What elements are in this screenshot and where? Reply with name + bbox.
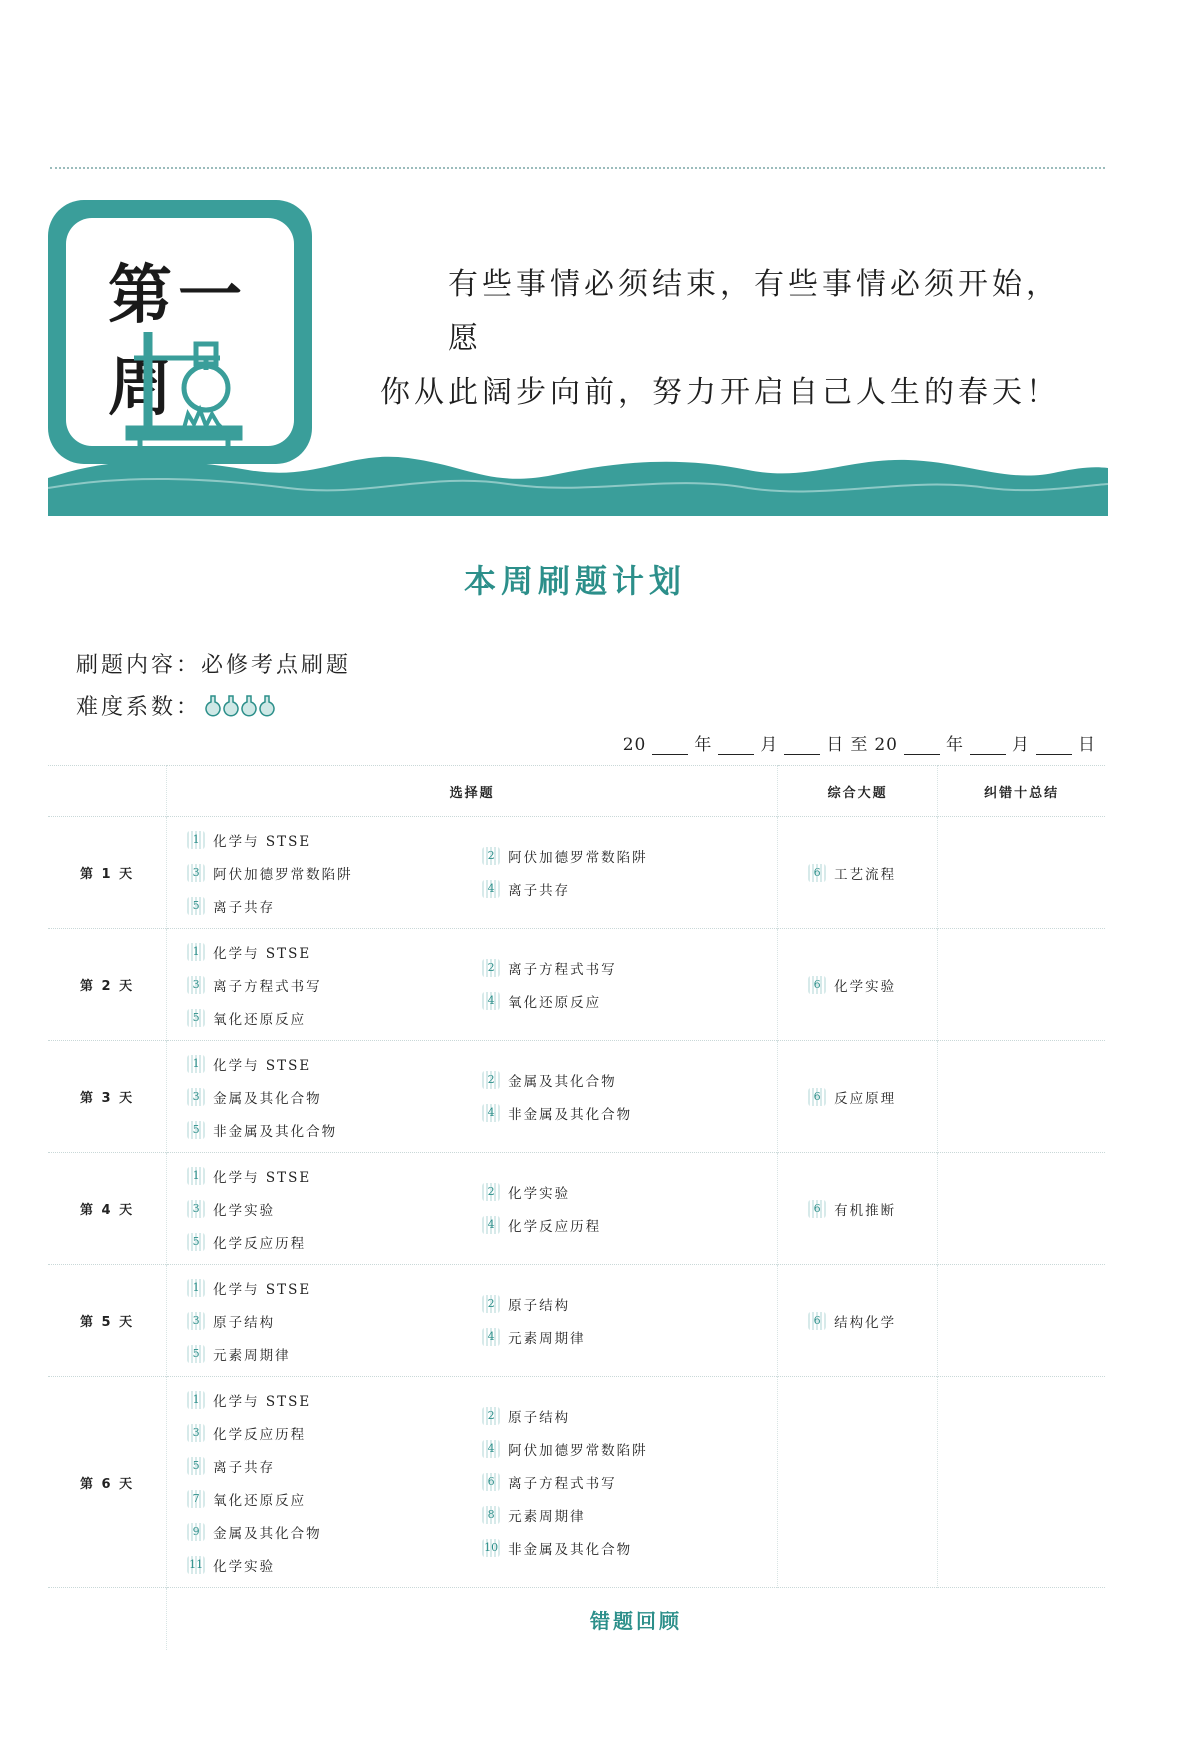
day-row — [48, 929, 1105, 1041]
date-prefix-start: 20 — [622, 735, 647, 755]
choice-item — [187, 1225, 482, 1258]
year-label: 年 — [694, 735, 713, 755]
question-topic: 氧化还原反应 — [213, 1492, 307, 1509]
choice-item — [482, 1209, 777, 1242]
choice-col-right-inner — [482, 1288, 777, 1354]
question-number: 8 — [482, 1506, 500, 1524]
comprehensive-item — [778, 1192, 937, 1225]
question-number: 4 — [482, 1216, 500, 1234]
correction-cell[interactable] — [938, 1153, 1105, 1265]
choice-item — [187, 1192, 482, 1225]
date-range — [623, 730, 1096, 755]
flask-icon — [223, 695, 239, 717]
plan-title: 本周刷题计划 — [463, 562, 686, 600]
choice-grid — [167, 817, 777, 928]
question-topic: 原子结构 — [508, 1410, 571, 1426]
header-choice: 选择题 — [167, 766, 778, 817]
choice-item — [482, 1176, 777, 1209]
top-divider — [50, 167, 1105, 169]
question-number: 6 — [808, 1312, 826, 1330]
question-number: 5 — [187, 1457, 205, 1475]
year-blank[interactable] — [652, 738, 688, 755]
question-topic: 化学与 STSE — [213, 833, 312, 850]
question-topic: 阿伏加德罗常数陷阱 — [213, 866, 353, 883]
choice-item — [187, 1416, 482, 1449]
question-number: 5 — [187, 1009, 205, 1027]
choice-item — [187, 1515, 482, 1548]
content-label: 刷题内容：必修考点刷题 — [76, 653, 352, 678]
quote-line-1: 有些事情必须结束，有些事情必须开始，愿 — [448, 267, 1060, 356]
comprehensive-item — [778, 856, 937, 889]
choice-col-right-inner — [482, 1176, 777, 1242]
comprehensive-item — [778, 968, 937, 1001]
choice-item — [187, 1304, 482, 1337]
question-number: 3 — [187, 1200, 205, 1218]
choice-item — [482, 1499, 777, 1532]
choice-col-right-inner — [482, 840, 777, 906]
question-topic: 化学实验 — [834, 978, 897, 995]
choice-item — [187, 1159, 482, 1192]
day-label: 第 6 天 — [48, 1377, 167, 1588]
correction-cell[interactable] — [938, 817, 1105, 929]
question-topic: 化学实验 — [508, 1186, 571, 1202]
question-topic: 金属及其化合物 — [213, 1090, 322, 1107]
choice-col-right — [482, 823, 777, 922]
question-topic: 阿伏加德罗常数陷阱 — [508, 1443, 648, 1459]
day-row — [48, 1265, 1105, 1377]
choice-col-left — [187, 1271, 482, 1370]
day-label-end: 日 — [1078, 735, 1096, 755]
header-comprehensive: 综合大题 — [778, 766, 938, 817]
quote-line-2: 你从此阔步向前，努力开启自己人生的春天！ — [380, 375, 1060, 410]
year-blank-end[interactable] — [904, 738, 940, 755]
question-number: 2 — [482, 1071, 500, 1089]
choice-item — [187, 1449, 482, 1482]
choice-item — [187, 1383, 482, 1416]
comprehensive-item — [778, 1304, 937, 1337]
question-topic: 原子结构 — [508, 1298, 571, 1314]
choice-grid — [167, 929, 777, 1040]
choice-item — [482, 1433, 777, 1466]
choice-item — [482, 840, 777, 873]
question-topic: 化学与 STSE — [213, 945, 312, 962]
question-number: 6 — [808, 976, 826, 994]
question-number: 5 — [187, 1233, 205, 1251]
question-number: 9 — [187, 1523, 205, 1541]
choice-item — [482, 873, 777, 906]
review-spacer — [48, 1588, 167, 1651]
flask-on-stand-icon — [124, 330, 254, 450]
choice-col-right-inner — [482, 952, 777, 1018]
question-topic: 化学反应历程 — [213, 1235, 307, 1252]
flask-icon — [205, 695, 221, 717]
question-number: 6 — [808, 864, 826, 882]
question-number: 3 — [187, 1088, 205, 1106]
day-label: 第 2 天 — [48, 929, 167, 1041]
question-topic: 化学与 STSE — [213, 1393, 312, 1410]
choice-item — [482, 1097, 777, 1130]
question-number: 1 — [187, 943, 205, 961]
question-topic: 元素周期律 — [508, 1331, 586, 1347]
choice-item — [187, 1482, 482, 1515]
choice-item — [187, 823, 482, 856]
choice-col-left — [187, 823, 482, 922]
choice-item — [187, 1047, 482, 1080]
question-topic: 金属及其化合物 — [508, 1074, 617, 1090]
question-topic: 原子结构 — [213, 1314, 276, 1331]
choice-item — [187, 1001, 482, 1034]
question-topic: 工艺流程 — [834, 866, 897, 883]
choice-item — [482, 1400, 777, 1433]
choice-item — [482, 1321, 777, 1354]
question-number: 3 — [187, 1424, 205, 1442]
question-topic: 非金属及其化合物 — [508, 1542, 633, 1558]
choice-item — [482, 1064, 777, 1097]
choice-cell — [167, 1377, 778, 1588]
question-topic: 化学实验 — [213, 1558, 276, 1575]
question-number: 3 — [187, 1312, 205, 1330]
choice-item — [187, 889, 482, 922]
choice-item — [482, 985, 777, 1018]
question-topic: 元素周期律 — [213, 1347, 291, 1364]
correction-cell[interactable] — [938, 1377, 1105, 1588]
choice-grid — [167, 1377, 777, 1587]
question-topic: 金属及其化合物 — [213, 1525, 322, 1542]
question-number: 4 — [482, 1328, 500, 1346]
date-prefix-end: 20 — [874, 735, 898, 755]
choice-col-right — [482, 1159, 777, 1258]
choice-item — [187, 856, 482, 889]
question-number: 2 — [482, 959, 500, 977]
flask-icon — [259, 695, 275, 717]
question-number: 7 — [187, 1490, 205, 1508]
day-blank-end[interactable] — [1036, 738, 1072, 755]
month-blank-end[interactable] — [970, 738, 1006, 755]
choice-cell — [167, 1041, 778, 1153]
week-title: 第一周 — [108, 259, 248, 425]
question-number: 10 — [482, 1539, 500, 1557]
choice-col-right-inner — [482, 1400, 777, 1565]
question-topic: 化学实验 — [213, 1202, 276, 1219]
comprehensive-cell — [778, 1377, 938, 1588]
correction-cell[interactable] — [938, 1265, 1105, 1377]
comprehensive-cell — [778, 1265, 938, 1377]
day-label: 第 1 天 — [48, 817, 167, 929]
day-label: 日 — [826, 735, 845, 755]
month-label: 月 — [760, 735, 779, 755]
question-topic: 氧化还原反应 — [508, 995, 602, 1011]
choice-cell — [167, 1153, 778, 1265]
question-topic: 离子共存 — [213, 1459, 276, 1476]
choice-col-right-inner — [482, 1064, 777, 1130]
question-number: 5 — [187, 1121, 205, 1139]
comprehensive-cell — [778, 929, 938, 1041]
question-number: 5 — [187, 1345, 205, 1363]
question-topic: 化学与 STSE — [213, 1169, 312, 1186]
choice-item — [187, 1080, 482, 1113]
choice-item — [482, 952, 777, 985]
choice-grid — [167, 1041, 777, 1152]
question-topic: 离子共存 — [508, 883, 571, 899]
question-number: 6 — [808, 1200, 826, 1218]
question-topic: 化学与 STSE — [213, 1057, 312, 1074]
difficulty-label: 难度系数： — [76, 695, 202, 720]
question-number: 1 — [187, 1167, 205, 1185]
day-label: 第 3 天 — [48, 1041, 167, 1153]
choice-col-right — [482, 1047, 777, 1146]
question-number: 3 — [187, 976, 205, 994]
question-topic: 氧化还原反应 — [213, 1011, 307, 1028]
question-topic: 离子方程式书写 — [213, 978, 322, 995]
question-topic: 化学与 STSE — [213, 1281, 312, 1298]
choice-col-left — [187, 1047, 482, 1146]
question-number: 4 — [482, 1104, 500, 1122]
choice-col-left — [187, 935, 482, 1034]
question-number: 5 — [187, 897, 205, 915]
study-plan-table — [48, 765, 1105, 1650]
choice-item — [482, 1288, 777, 1321]
question-number: 6 — [482, 1473, 500, 1491]
choice-col-right — [482, 1271, 777, 1370]
question-topic: 反应原理 — [834, 1090, 897, 1107]
question-number: 2 — [482, 1183, 500, 1201]
correction-cell[interactable] — [938, 1041, 1105, 1153]
choice-col-left — [187, 1159, 482, 1258]
question-number: 6 — [808, 1088, 826, 1106]
question-number: 2 — [482, 847, 500, 865]
review-label: 错题回顾 — [167, 1588, 1105, 1651]
day-row — [48, 1377, 1105, 1588]
question-number: 1 — [187, 1279, 205, 1297]
question-topic: 元素周期律 — [508, 1509, 586, 1525]
question-number: 3 — [187, 864, 205, 882]
difficulty-rating — [205, 695, 275, 717]
week-badge — [48, 200, 312, 464]
question-topic: 非金属及其化合物 — [213, 1123, 338, 1140]
question-topic: 离子方程式书写 — [508, 1476, 617, 1492]
motivational-quote — [380, 258, 1080, 420]
choice-cell — [167, 817, 778, 929]
day-row — [48, 1041, 1105, 1153]
correction-cell[interactable] — [938, 929, 1105, 1041]
question-number: 2 — [482, 1295, 500, 1313]
question-topic: 阿伏加德罗常数陷阱 — [508, 850, 648, 866]
day-blank[interactable] — [784, 738, 820, 755]
question-number: 1 — [187, 831, 205, 849]
question-topic: 离子共存 — [213, 899, 276, 916]
month-label-end: 月 — [1012, 735, 1030, 755]
choice-item — [187, 1337, 482, 1370]
choice-item — [187, 968, 482, 1001]
choice-col-right — [482, 1383, 777, 1581]
choice-grid — [167, 1265, 777, 1376]
comprehensive-cell — [778, 817, 938, 929]
wave-banner — [48, 448, 1108, 516]
day-row — [48, 817, 1105, 929]
question-number: 4 — [482, 992, 500, 1010]
choice-item — [187, 1113, 482, 1146]
comprehensive-cell — [778, 1153, 938, 1265]
review-row — [48, 1588, 1105, 1651]
question-number: 4 — [482, 880, 500, 898]
question-topic: 非金属及其化合物 — [508, 1107, 633, 1123]
choice-cell — [167, 929, 778, 1041]
month-blank[interactable] — [718, 738, 754, 755]
question-topic: 化学反应历程 — [213, 1426, 307, 1443]
header-correction: 纠错十总结 — [938, 766, 1105, 817]
question-topic: 有机推断 — [834, 1202, 897, 1219]
comprehensive-item — [778, 1080, 937, 1113]
question-topic: 离子方程式书写 — [508, 962, 617, 978]
question-number: 1 — [187, 1055, 205, 1073]
year-label-end: 年 — [946, 735, 964, 755]
day-label: 第 5 天 — [48, 1265, 167, 1377]
question-number: 11 — [187, 1556, 205, 1574]
comprehensive-cell — [778, 1041, 938, 1153]
question-topic: 结构化学 — [834, 1314, 897, 1331]
choice-grid — [167, 1153, 777, 1264]
question-number: 1 — [187, 1391, 205, 1409]
to-label: 至 — [850, 735, 869, 755]
choice-col-left — [187, 1383, 482, 1581]
choice-cell — [167, 1265, 778, 1377]
choice-item — [482, 1466, 777, 1499]
choice-item — [187, 935, 482, 968]
question-topic: 化学反应历程 — [508, 1219, 602, 1235]
choice-col-right — [482, 935, 777, 1034]
day-row — [48, 1153, 1105, 1265]
choice-item — [482, 1532, 777, 1565]
difficulty-row — [76, 690, 275, 721]
choice-item — [187, 1548, 482, 1581]
question-number: 2 — [482, 1407, 500, 1425]
choice-item — [187, 1271, 482, 1304]
flask-icon — [241, 695, 257, 717]
day-label: 第 4 天 — [48, 1153, 167, 1265]
question-number: 4 — [482, 1440, 500, 1458]
header-day — [48, 766, 167, 817]
